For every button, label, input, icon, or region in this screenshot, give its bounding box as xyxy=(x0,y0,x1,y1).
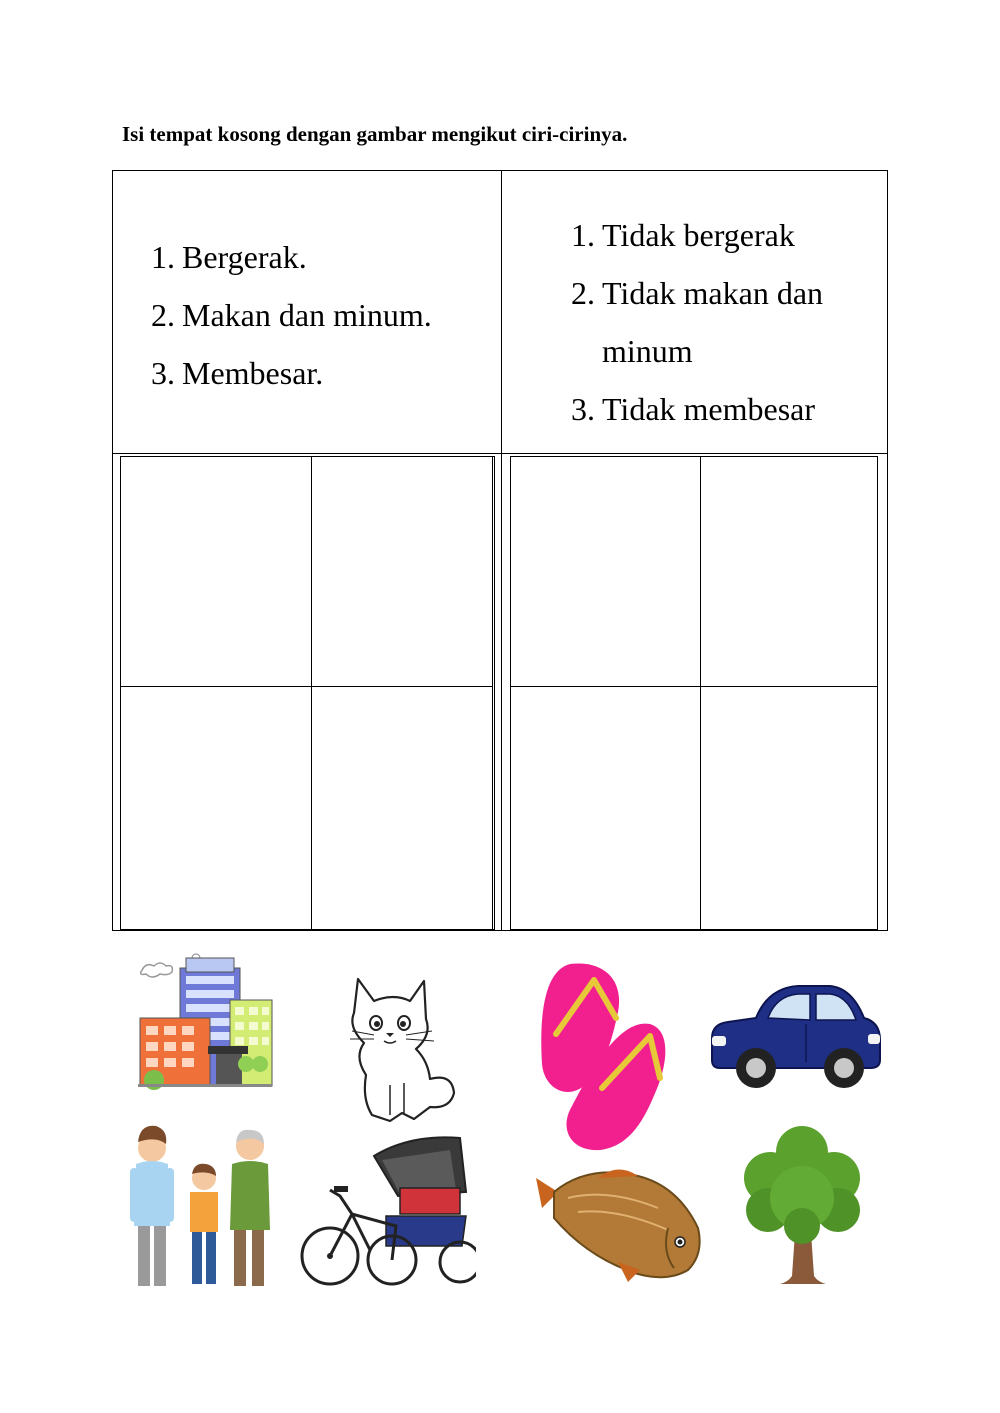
criteria-item: 3. Tidak membesar xyxy=(571,391,816,427)
living-drop-cell-2[interactable] xyxy=(311,456,493,687)
flipflops-picture[interactable] xyxy=(532,960,672,1152)
car-picture[interactable] xyxy=(706,980,884,1092)
buildings-picture[interactable] xyxy=(134,950,276,1092)
nonliving-criteria-box xyxy=(501,170,888,454)
nonliving-criteria-list xyxy=(571,206,823,438)
criteria-item: 2. Tidak makan dan xyxy=(571,275,824,311)
cat-picture[interactable] xyxy=(344,975,458,1125)
nonliving-drop-cell-4[interactable] xyxy=(700,686,878,930)
living-criteria-list xyxy=(151,228,432,402)
living-drop-cell-1[interactable] xyxy=(120,456,312,687)
living-drop-cell-4[interactable] xyxy=(311,686,493,930)
trishaw-picture[interactable] xyxy=(300,1130,476,1296)
nonliving-drop-cell-1[interactable] xyxy=(510,456,701,687)
tree-picture[interactable] xyxy=(740,1122,866,1288)
living-drop-cell-3[interactable] xyxy=(120,686,312,930)
criteria-item: 1. Tidak bergerak xyxy=(571,217,795,253)
criteria-item: 2. Makan dan minum. xyxy=(151,297,432,333)
instruction-text: Isi tempat kosong dengan gambar mengikut ciri-cirinya. xyxy=(122,122,628,146)
fish-picture[interactable] xyxy=(528,1158,708,1288)
living-criteria-box xyxy=(112,170,502,454)
criteria-item: 3. Membesar. xyxy=(151,355,324,391)
criteria-item: minum xyxy=(602,333,693,369)
nonliving-drop-cell-2[interactable] xyxy=(700,456,878,687)
criteria-item: 1. Bergerak. xyxy=(151,239,307,275)
nonliving-drop-cell-3[interactable] xyxy=(510,686,701,930)
family-picture[interactable] xyxy=(126,1118,276,1292)
